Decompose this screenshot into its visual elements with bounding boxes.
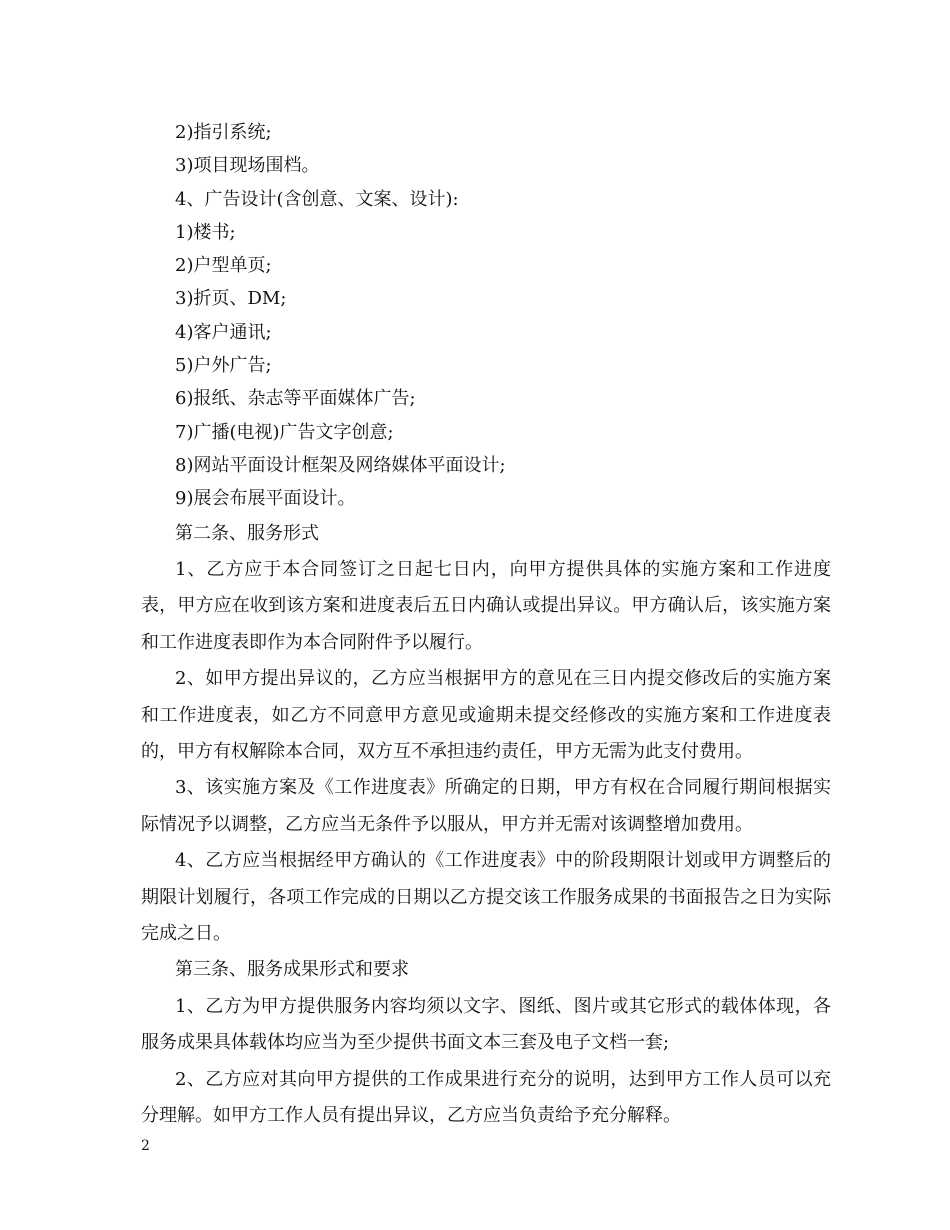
list-item: 4)客户通讯;	[175, 321, 272, 343]
article-paragraph: 1、乙方应于本合同签订之日起七日内，向甲方提供具体的实施方案和工作进度表，甲方应在收到该方案和进度表后五日内确认或提出异议。甲方确认后，该实施方案和工作进度表即作为本合同附件予以履行。	[141, 558, 831, 653]
list-item: 2)户型单页;	[175, 255, 272, 277]
list-item: 9)展会布展平面设计。	[175, 488, 356, 510]
article-heading: 第二条、服务形式	[175, 522, 319, 544]
article-paragraph: 2、乙方应对其向甲方提供的工作成果进行充分的说明，达到甲方工作人员可以充分理解。如甲方工作人员有提出异议，乙方应当负责给予充分解释。	[141, 1068, 831, 1127]
article-paragraph: 4、乙方应当根据经甲方确认的《工作进度表》中的阶段期限计划或甲方调整后的期限计划履行，各项工作完成的日期以乙方提交该工作服务成果的书面报告之日为实际完成之日。	[141, 850, 831, 945]
list-item: 7)广播(电视)广告文字创意;	[175, 421, 394, 443]
list-item: 8)网站平面设计框架及网络媒体平面设计;	[175, 454, 506, 476]
list-item: 3)折页、DM;	[175, 288, 287, 310]
list-item: 2)指引系统;	[175, 122, 272, 143]
service-list	[141, 116, 831, 516]
document-body	[141, 116, 831, 1134]
list-item: 5)户外广告;	[175, 355, 272, 377]
article-paragraph: 1、乙方为甲方提供服务内容均须以文字、图纸、图片或其它形式的载体体现，各服务成果具体载体均应当为至少提供书面文本三套及电子文档一套;	[141, 995, 831, 1054]
list-item: 3)项目现场围档。	[175, 155, 320, 177]
list-item: 6)报纸、杂志等平面媒体广告;	[175, 388, 416, 410]
article-3	[141, 952, 831, 1134]
article-2	[141, 516, 831, 953]
page-number: 2	[141, 1138, 150, 1154]
article-paragraph: 2、如甲方提出异议的，乙方应当根据甲方的意见在三日内提交修改后的实施方案和工作进度表，如乙方不同意甲方意见或逾期未提交经修改的实施方案和工作进度表的，甲方有权解除本合同，双方互不承担违约责任，甲方无需为此支付费用。	[141, 668, 831, 762]
list-item: 1)楼书;	[175, 221, 236, 243]
list-item: 4、广告设计(含创意、文案、设计):	[175, 188, 459, 210]
article-paragraph: 3、该实施方案及《工作进度表》所确定的日期，甲方有权在合同履行期间根据实际情况予以调整，乙方应当无条件予以服从，甲方并无需对该调整增加费用。	[141, 777, 831, 835]
article-heading: 第三条、服务成果形式和要求	[175, 959, 409, 981]
